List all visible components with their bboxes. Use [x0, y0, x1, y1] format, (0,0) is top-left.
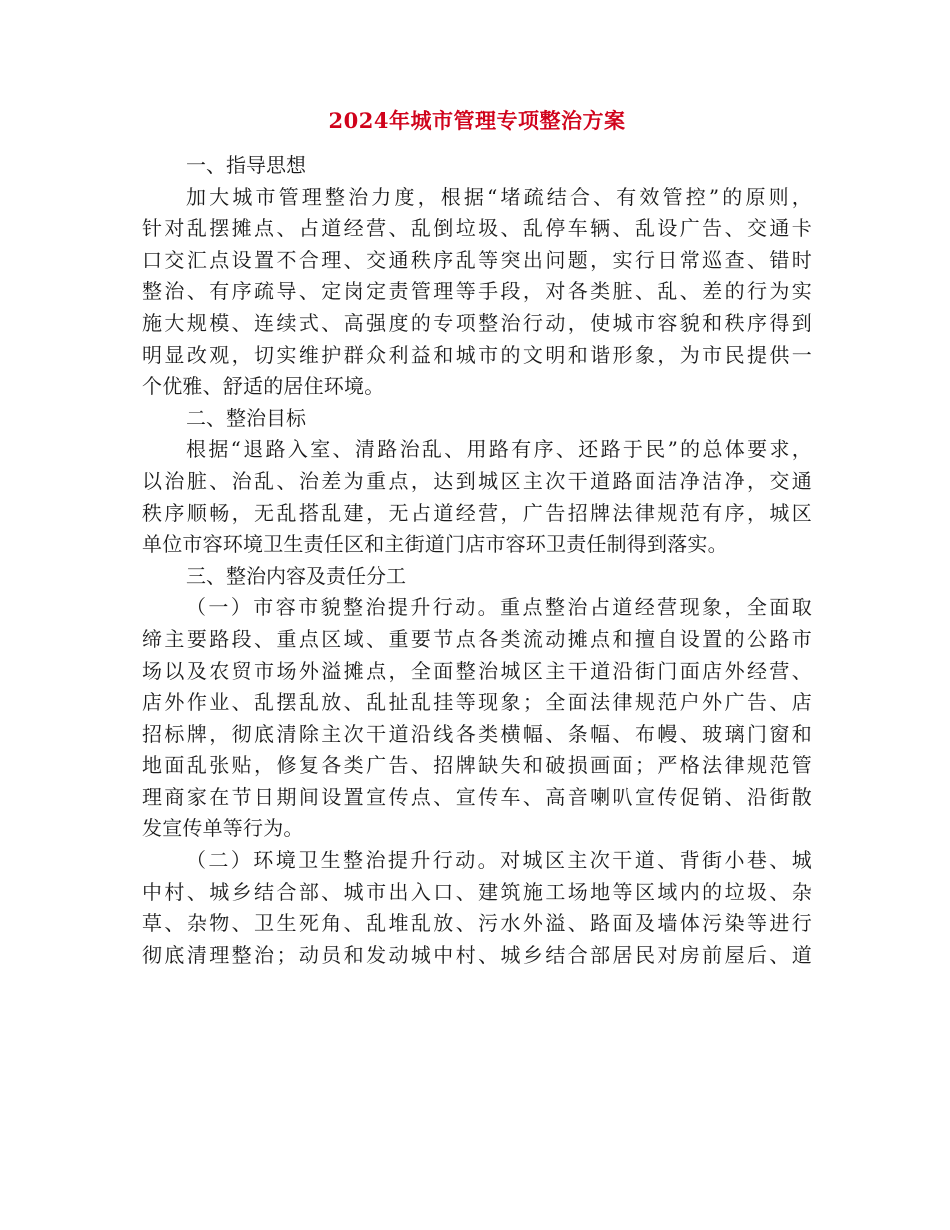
text-line: 草、杂物、卫生死角、乱堆乱放、污水外溢、路面及墙体污染等进行: [142, 911, 812, 936]
text-line: 店外作业、乱摆乱放、乱扯乱挂等现象；全面法律规范户外广告、店: [142, 690, 812, 715]
document-title: 2024年城市管理专项整治方案: [328, 108, 626, 133]
text-line: 施大规模、连续式、高强度的专项整治行动，使城市容貌和秩序得到: [142, 310, 812, 335]
text-line: 彻底清理整治；动员和发动城中村、城乡结合部居民对房前屋后、道: [142, 942, 812, 967]
section-heading-objectives: 二、整治目标: [186, 405, 306, 430]
text-line: 个优雅、舒适的居住环境。: [142, 374, 385, 399]
section-paragraph-guiding-ideology: [142, 182, 812, 403]
text-line: 口交汇点设置不合理、交通秩序乱等突出问题，实行日常巡查、错时: [142, 247, 812, 272]
text-line: 中村、城乡结合部、城市出入口、建筑施工场地等区域内的垃圾、杂: [142, 879, 812, 904]
text-line: 发宣传单等行为。: [142, 816, 304, 841]
section-paragraph-objectives: [142, 434, 812, 560]
section-paragraph-cityscape-action: [142, 592, 812, 845]
text-line: 单位市容环境卫生责任区和主街道门店市容环卫责任制得到落实。: [142, 532, 728, 557]
text-line: （二）环境卫生整治提升行动。对城区主次干道、背街小巷、城: [186, 848, 812, 873]
text-line: 招标牌，彻底清除主次干道沿线各类横幅、条幅、布幔、玻璃门窗和: [142, 721, 812, 746]
text-line: 明显改观，切实维护群众利益和城市的文明和谐形象，为市民提供一: [142, 342, 812, 367]
text-line: 针对乱摆摊点、占道经营、乱倒垃圾、乱停车辆、乱设广告、交通卡: [142, 216, 812, 241]
text-line: （一）市容市貌整治提升行动。重点整治占道经营现象，全面取: [186, 595, 812, 620]
document-page: [142, 106, 812, 971]
text-line: 理商家在节日期间设置宣传点、宣传车、高音喇叭宣传促销、沿街散: [142, 784, 812, 809]
section-heading-content-and-responsibilities: 三、整治内容及责任分工: [186, 563, 406, 588]
text-line: 以治脏、治乱、治差为重点，达到城区主次干道路面洁净洁净，交通: [142, 468, 812, 493]
section-paragraph-sanitation-action: [142, 845, 812, 971]
text-line: 根据“退路入室、清路治乱、用路有序、还路于民”的总体要求，: [186, 437, 812, 462]
text-line: 场以及农贸市场外溢摊点，全面整治城区主干道沿街门面店外经营、: [142, 658, 812, 683]
text-line: 整治、有序疏导、定岗定责管理等手段，对各类脏、乱、差的行为实: [142, 279, 812, 304]
text-line: 缔主要路段、重点区域、重要节点各类流动摊点和擅自设置的公路市: [142, 626, 812, 651]
section-heading-guiding-ideology: 一、指导思想: [186, 153, 306, 177]
text-line: 加大城市管理整治力度，根据“堵疏结合、有效管控”的原则，: [186, 184, 812, 209]
text-line: 秩序顺畅，无乱搭乱建，无占道经营，广告招牌法律规范有序，城区: [142, 500, 812, 525]
text-line: 地面乱张贴，修复各类广告、招牌缺失和破损画面；严格法律规范管: [142, 753, 812, 778]
